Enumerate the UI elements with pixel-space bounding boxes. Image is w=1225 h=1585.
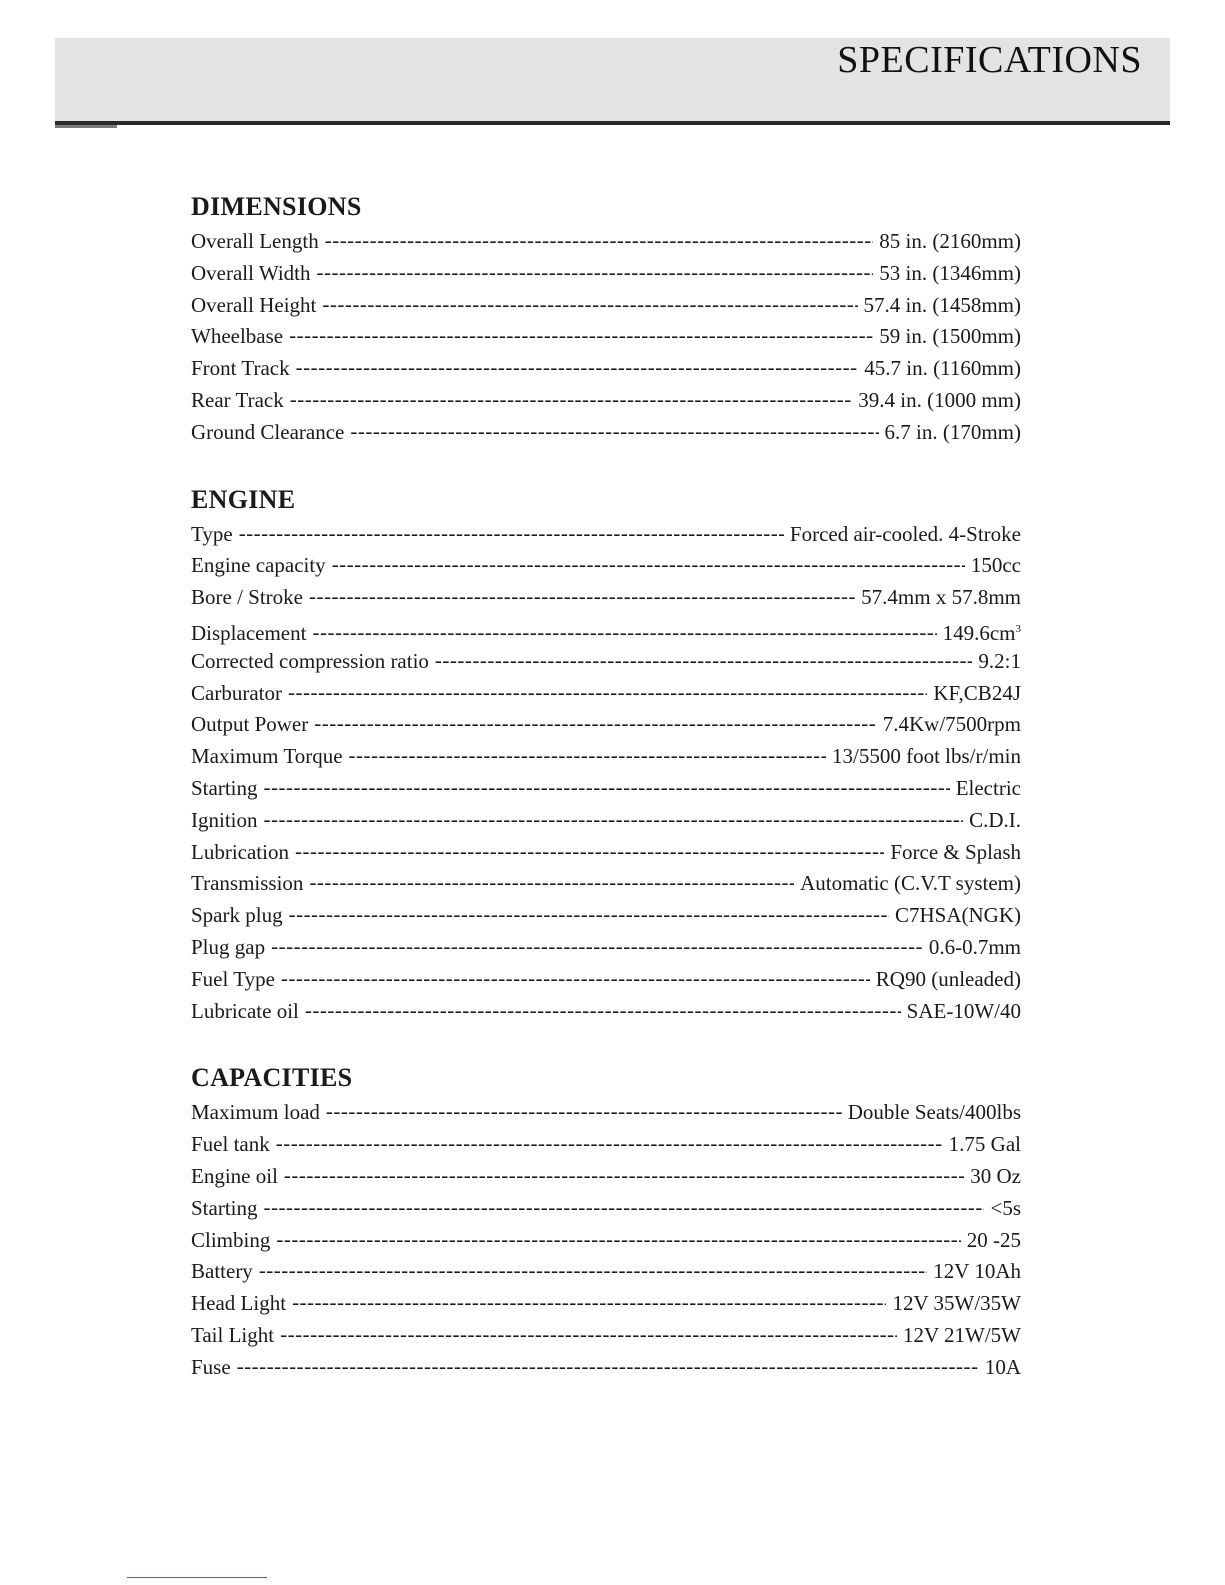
spec-value-text: 149.6cm	[942, 620, 1016, 645]
dash-leader	[309, 868, 794, 899]
spec-row	[191, 1225, 1021, 1257]
spec-value-text: KF,CB24J	[933, 680, 1021, 705]
spec-content	[191, 190, 1021, 1418]
dash-leader	[264, 773, 950, 804]
spec-value-text: Double Seats/400lbs	[847, 1100, 1021, 1125]
spec-value	[985, 1352, 1021, 1384]
spec-label: Fuel Type	[191, 966, 275, 991]
spec-value	[879, 321, 1021, 353]
spec-value	[967, 1225, 1021, 1257]
spec-value	[990, 1193, 1021, 1225]
spec-value-text: 6.7 in. (170mm)	[884, 419, 1021, 444]
spec-label: Output Power	[191, 712, 309, 737]
spec-label: Lubrication	[191, 839, 289, 864]
spec-value	[956, 773, 1021, 805]
dash-leader	[292, 1288, 886, 1319]
spec-label: Spark plug	[191, 903, 283, 928]
spec-value-text: 13/5500 foot lbs/r/min	[832, 744, 1021, 769]
dash-leader	[289, 321, 873, 352]
spec-value	[970, 1161, 1021, 1193]
section-title: CAPACITIES	[191, 1063, 353, 1093]
spec-value-text: <5s	[990, 1195, 1021, 1220]
spec-label: Lubricate oil	[191, 998, 299, 1023]
section-title: DIMENSIONS	[191, 192, 362, 221]
spec-value	[929, 932, 1021, 964]
spec-row	[191, 996, 1021, 1028]
spec-row	[191, 1256, 1021, 1288]
spec-row	[191, 226, 1021, 258]
spec-value	[848, 1097, 1021, 1129]
dash-leader	[332, 550, 965, 581]
spec-value	[933, 1256, 1021, 1288]
spec-value-text: 57.4 in. (1458mm)	[863, 292, 1021, 317]
spec-value-text: 20 -25	[966, 1227, 1021, 1252]
spec-value-text: C.D.I.	[969, 807, 1021, 832]
spec-value-text: 150cc	[970, 553, 1021, 578]
spec-value	[832, 741, 1021, 773]
spec-row	[191, 678, 1021, 710]
spec-value-text: 12V 10Ah	[933, 1259, 1021, 1284]
spec-value-text: 1.75 Gal	[948, 1132, 1021, 1157]
dash-leader	[264, 805, 964, 836]
spec-label: Carburator	[191, 680, 282, 705]
dash-leader	[259, 1256, 927, 1287]
dash-leader	[239, 519, 784, 550]
dash-leader	[435, 646, 972, 677]
dash-leader	[326, 1097, 842, 1128]
spec-row	[191, 1193, 1021, 1225]
spec-row	[191, 1161, 1021, 1193]
spec-row	[191, 1288, 1021, 1320]
spec-value	[943, 614, 1021, 646]
spec-value-text: SAE-10W/40	[906, 998, 1021, 1023]
spec-value-text: 59 in. (1500mm)	[879, 324, 1021, 349]
spec-label: Head Light	[191, 1291, 287, 1316]
spec-value	[864, 290, 1022, 322]
spec-label: Maximum load	[191, 1100, 320, 1125]
spec-label: Fuse	[191, 1354, 231, 1379]
dash-leader	[276, 1225, 960, 1256]
spec-value	[858, 385, 1021, 417]
dash-leader	[281, 964, 870, 995]
spec-value-text: 12V 35W/35W	[892, 1291, 1021, 1316]
dash-leader	[264, 1193, 985, 1224]
spec-value-text: 9.2:1	[978, 648, 1021, 673]
spec-value-text: 85 in. (2160mm)	[879, 229, 1021, 253]
spec-label: Starting	[191, 775, 258, 800]
spec-label: Engine oil	[191, 1163, 278, 1188]
spec-row	[191, 805, 1021, 837]
dash-leader	[284, 1161, 964, 1192]
spec-label: Front Track	[191, 356, 290, 381]
spec-value	[876, 964, 1021, 996]
spec-value	[892, 1288, 1021, 1320]
dash-leader	[296, 353, 859, 384]
spec-row	[191, 773, 1021, 805]
spec-row	[191, 519, 1021, 551]
spec-row	[191, 932, 1021, 964]
footer-link-underline	[127, 1577, 267, 1578]
spec-value-text: 7.4Kw/7500rpm	[882, 712, 1021, 737]
spec-value-text: RQ90 (unleaded)	[875, 966, 1021, 991]
dash-leader	[314, 709, 877, 740]
spec-row	[191, 646, 1021, 678]
spec-row	[191, 290, 1021, 322]
spec-label: Bore / Stroke	[191, 585, 303, 610]
dash-leader	[290, 385, 853, 416]
spec-label: Plug gap	[191, 934, 266, 959]
spec-value	[971, 550, 1021, 582]
spec-label: Tail Light	[191, 1322, 275, 1347]
spec-row	[191, 709, 1021, 741]
page-title: SPECIFICATIONS	[837, 39, 1142, 81]
spec-label: Overall Width	[191, 260, 311, 285]
spec-label: Climbing	[191, 1227, 271, 1252]
spec-value	[903, 1320, 1021, 1352]
dash-leader	[317, 258, 874, 289]
spec-value-text: 12V 21W/5W	[902, 1322, 1021, 1347]
spec-row	[191, 582, 1021, 614]
dash-leader	[325, 226, 874, 257]
spec-row	[191, 868, 1021, 900]
spec-value-text: Automatic (C.V.T system)	[800, 871, 1021, 896]
dash-leader	[276, 1129, 943, 1160]
spec-value-text: 10A	[984, 1354, 1021, 1379]
spec-row	[191, 385, 1021, 417]
spec-value	[864, 353, 1021, 385]
spec-row	[191, 1320, 1021, 1352]
spec-row	[191, 741, 1021, 773]
spec-label: Starting	[191, 1195, 258, 1220]
spec-row	[191, 900, 1021, 932]
spec-value-text: 45.7 in. (1160mm)	[864, 356, 1021, 381]
spec-value	[885, 417, 1022, 449]
spec-value-superscript: 3	[1015, 622, 1021, 635]
section-dimensions	[191, 190, 1021, 449]
spec-value	[879, 258, 1021, 290]
spec-value-text: Electric	[955, 775, 1021, 800]
spec-value-text: Force & Splash	[890, 839, 1021, 864]
section-capacities	[191, 1061, 1021, 1383]
section-engine	[191, 483, 1021, 1028]
spec-label: Battery	[191, 1259, 253, 1284]
spec-row	[191, 550, 1021, 582]
spec-value-text: 0.6-0.7mm	[928, 934, 1021, 959]
spec-label: Ground Clearance	[191, 419, 345, 444]
dash-leader	[312, 617, 936, 646]
spec-value-text: 39.4 in. (1000 mm)	[858, 387, 1021, 412]
spec-row	[191, 321, 1021, 353]
spec-value	[861, 582, 1021, 614]
dash-leader	[349, 741, 826, 772]
spec-label: Displacement	[191, 620, 307, 645]
spec-label: Ignition	[191, 807, 258, 832]
spec-value	[890, 837, 1021, 869]
spec-value	[978, 646, 1021, 678]
spec-label: Overall Height	[191, 292, 317, 317]
spec-label: Corrected compression ratio	[191, 648, 429, 673]
spec-value-text: 30 Oz	[970, 1163, 1021, 1188]
dash-leader	[322, 290, 857, 321]
spec-label: Wheelbase	[191, 324, 284, 349]
spec-row	[191, 964, 1021, 996]
spec-value	[800, 868, 1021, 900]
spec-label: Transmission	[191, 871, 304, 896]
spec-label: Fuel tank	[191, 1132, 270, 1157]
spec-value-text: 53 in. (1346mm)	[879, 260, 1021, 285]
spec-row	[191, 614, 1021, 646]
spec-row	[191, 353, 1021, 385]
spec-row	[191, 837, 1021, 869]
spec-row	[191, 1097, 1021, 1129]
spec-value	[883, 709, 1021, 741]
spec-value	[933, 678, 1021, 710]
dash-leader	[280, 1320, 897, 1351]
spec-value	[790, 519, 1021, 551]
dash-leader	[350, 417, 878, 448]
spec-row	[191, 417, 1021, 449]
dash-leader	[289, 900, 889, 931]
spec-row	[191, 1352, 1021, 1384]
spec-value	[949, 1129, 1021, 1161]
spec-value	[879, 226, 1021, 258]
dash-leader	[288, 678, 927, 709]
spec-row	[191, 1129, 1021, 1161]
dash-leader	[271, 932, 923, 963]
header-rule-shadow	[55, 125, 117, 128]
spec-value	[969, 805, 1021, 837]
spec-label: Engine capacity	[191, 553, 326, 578]
spec-label: Type	[191, 521, 233, 546]
spec-value	[895, 900, 1021, 932]
dash-leader	[305, 996, 901, 1027]
dash-leader	[237, 1352, 979, 1383]
spec-value-text: 57.4mm x 57.8mm	[861, 585, 1021, 610]
header-rule	[55, 121, 1170, 125]
spec-value	[907, 996, 1021, 1028]
spec-value-text: C7HSA(NGK)	[895, 903, 1021, 928]
section-title: ENGINE	[191, 484, 296, 514]
dash-leader	[295, 837, 884, 868]
spec-value-text: Forced air-cooled. 4-Stroke	[789, 521, 1021, 546]
spec-label: Rear Track	[191, 387, 284, 412]
spec-row	[191, 258, 1021, 290]
spec-label: Maximum Torque	[191, 744, 343, 769]
dash-leader	[309, 582, 855, 613]
spec-label: Overall Length	[191, 229, 319, 253]
